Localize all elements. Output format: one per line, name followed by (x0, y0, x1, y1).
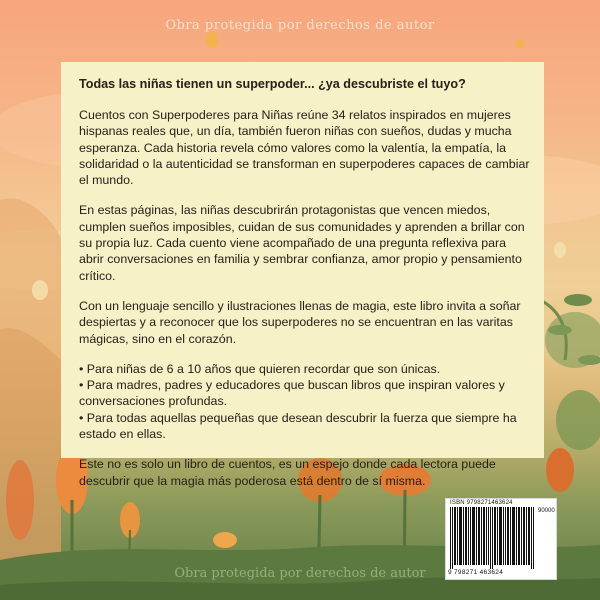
bullet-list (79, 361, 530, 442)
price-code: 90000 (538, 508, 555, 514)
watermark-top: Obra protegida por derechos de autor (165, 18, 435, 33)
blurb-panel (61, 62, 544, 488)
watermark-bottom: Obra protegida por derechos de autor (174, 566, 426, 581)
isbn-digits: 9 798271 463624 (448, 569, 504, 576)
isbn-label: ISBN 9798271463624 (450, 500, 513, 506)
blurb-heading: Todas las niñas tienen un superpoder... ¿ya descubriste el tuyo? (79, 77, 466, 91)
bullet-item-1: • Para niñas de 6 a 10 años que quieren recordar que son únicas. (79, 361, 441, 376)
blurb-closing: Este no es solo un libro de cuentos, es un espejo donde cada lectora puede descubrir que la magia más poderosa está dentro de sí misma. (79, 457, 496, 488)
blurb-paragraph-2: En estas páginas, las niñas descubrirán protagonistas que vencen miedos, cumplen sueños imposibles, cuidan de sus comunidades y aprenden a brillar con su propia luz. Cada cuento viene acompañado de una pregunta reflexiva para abrir conversaciones en familia y sembrar confianza, amor propio y pensamiento crítico. (79, 203, 525, 283)
bullet-item-3: • Para todas aquellas pequeñas que desean descubrir la fuerza que siempre ha estado en ellas. (79, 410, 517, 442)
bullet-item-2: • Para madres, padres y educadores que buscan libros que inspiran valores y conversaciones profundas. (79, 378, 505, 409)
blurb-paragraph-3: Con un lenguaje sencillo y ilustraciones llenas de magia, este libro invita a soñar despiertas y a reconocer que los superpoderes no se encuentran en las varitas mágicas, sino en el corazón. (79, 298, 521, 346)
barcode-bars (450, 507, 536, 569)
blurb-paragraph-1: Cuentos con Superpoderes para Niñas reúne 34 relatos inspirados en mujeres hispanas reales que, un día, también fueron niñas con sueños, dudas y mucha esperanza. Cada historia revela cómo valores como la valentía, la empatía, la solidaridad o la autenticidad se transforman en superpoderes capaces de cambiar el mundo. (79, 108, 530, 188)
